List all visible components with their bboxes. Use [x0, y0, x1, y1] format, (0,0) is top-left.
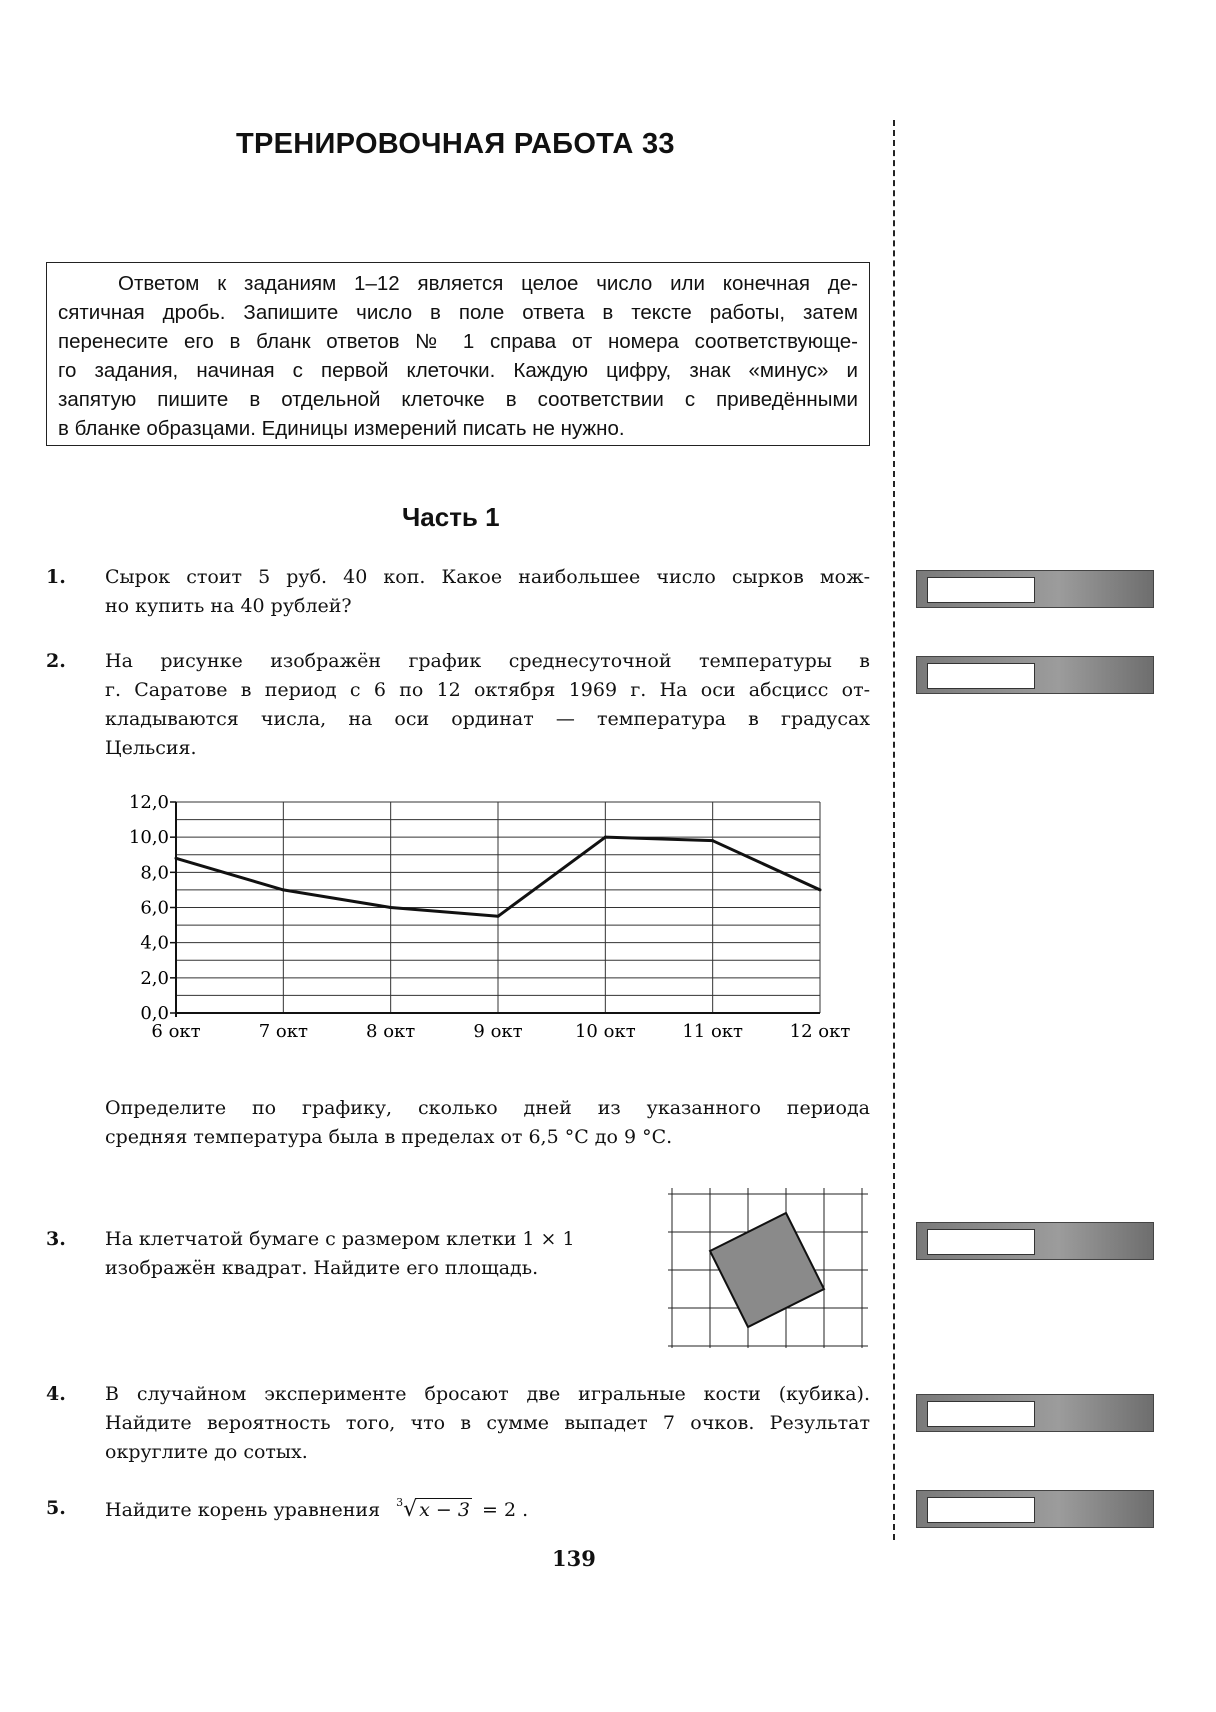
- task-question-line: Определите по графику, сколько дней из указанного периода: [105, 1097, 870, 1119]
- x-tick-label: 11 окт: [682, 1021, 744, 1042]
- task-number: 4.: [46, 1383, 66, 1405]
- answer-field-5[interactable]: [927, 1497, 1035, 1523]
- y-tick-label: 10,0: [128, 827, 169, 849]
- task-number: 3.: [46, 1228, 66, 1250]
- instructions-line: Ответом к заданиям 1–12 является целое число или конечная де-: [118, 272, 858, 295]
- task-text-line: г. Саратове в период с 6 по 12 октября 1969 г. На оси абсцисс от-: [105, 679, 870, 701]
- answer-box-4[interactable]: [916, 1394, 1154, 1432]
- task-text-line: На клетчатой бумаге с размером клетки 1 × 1: [105, 1228, 575, 1250]
- part-title: Часть 1: [402, 502, 500, 532]
- y-tick-label: 0,0: [140, 1003, 169, 1024]
- grid-square-figure: [668, 1188, 868, 1348]
- task-text: Найдите корень уравнения: [105, 1499, 381, 1521]
- y-tick-label: 12,0: [128, 792, 169, 813]
- task-text-line: изображён квадрат. Найдите его площадь.: [105, 1257, 539, 1279]
- radicand: x − 3: [419, 1499, 470, 1521]
- data-point: [711, 839, 714, 842]
- answer-box-1[interactable]: [916, 570, 1154, 608]
- data-point: [389, 906, 392, 909]
- radical-sign-icon: √: [403, 1497, 418, 1522]
- task-text-line: В случайном эксперименте бросают две игральные кости (кубика).: [105, 1383, 870, 1405]
- page-title: ТРЕНИРОВОЧНАЯ РАБОТА 33: [236, 128, 675, 160]
- x-tick-label: 9 окт: [473, 1021, 523, 1042]
- task-text-line: На рисунке изображён график среднесуточной температуры в: [105, 650, 870, 672]
- x-tick-label: 10 окт: [574, 1021, 636, 1042]
- task-text-line: Сырок стоит 5 руб. 40 коп. Какое наибольшее число сырков мож-: [105, 566, 870, 588]
- task-number: 5.: [46, 1497, 66, 1519]
- task-text-line: округлите до сотых.: [105, 1441, 308, 1463]
- answer-box-5[interactable]: [916, 1490, 1154, 1528]
- instructions-line: в бланке образцами. Единицы измерений писать не нужно.: [58, 417, 625, 440]
- data-point: [175, 857, 178, 860]
- equation: [396, 1497, 528, 1522]
- instructions-line: перенесите его в бланк ответов № 1 справа от номера соответствующе-: [58, 330, 858, 353]
- answer-field-4[interactable]: [927, 1401, 1035, 1427]
- page-number: 139: [552, 1546, 596, 1571]
- y-tick-label: 8,0: [140, 862, 169, 884]
- data-point: [604, 836, 607, 839]
- cut-line: [893, 120, 895, 1540]
- equation-rhs: = 2 .: [482, 1499, 529, 1521]
- data-point: [819, 888, 822, 891]
- task-text-line: Цельсия.: [105, 737, 197, 759]
- root-index: 3: [396, 1495, 404, 1509]
- answer-field-2[interactable]: [927, 663, 1035, 689]
- instructions-line: го задания, начиная с первой клеточки. Каждую цифру, знак «минус» и: [58, 359, 858, 382]
- instructions-line: запятую пишите в отдельной клеточке в соответствии с приведёнными: [58, 388, 858, 411]
- task-text-line: но купить на 40 рублей?: [105, 595, 352, 617]
- answer-box-2[interactable]: [916, 656, 1154, 694]
- x-tick-label: 6 окт: [151, 1021, 201, 1042]
- data-point: [282, 888, 285, 891]
- task-text-line: Найдите вероятность того, что в сумме выпадет 7 очков. Результат: [105, 1412, 870, 1434]
- x-tick-label: 12 окт: [789, 1021, 851, 1042]
- y-tick-label: 4,0: [140, 932, 169, 954]
- task-question-line: средняя температура была в пределах от 6,5 °С до 9 °С.: [105, 1126, 673, 1148]
- data-point: [497, 915, 500, 918]
- shaded-square: [710, 1213, 824, 1327]
- answer-field-1[interactable]: [927, 577, 1035, 603]
- task-text-line: кладываются числа, на оси ординат — температура в градусах: [105, 708, 870, 730]
- x-tick-label: 7 окт: [258, 1021, 308, 1042]
- task-5-text: [105, 1497, 528, 1522]
- task-number: 1.: [46, 566, 66, 588]
- temperature-chart: [100, 785, 860, 1065]
- answer-box-3[interactable]: [916, 1222, 1154, 1260]
- task-number: 2.: [46, 650, 66, 672]
- x-tick-label: 8 окт: [366, 1021, 416, 1042]
- instructions-line: сятичная дробь. Запишите число в поле ответа в тексте работы, затем: [58, 301, 858, 324]
- y-tick-label: 6,0: [140, 897, 169, 919]
- y-tick-label: 2,0: [140, 967, 169, 989]
- answer-field-3[interactable]: [927, 1229, 1035, 1255]
